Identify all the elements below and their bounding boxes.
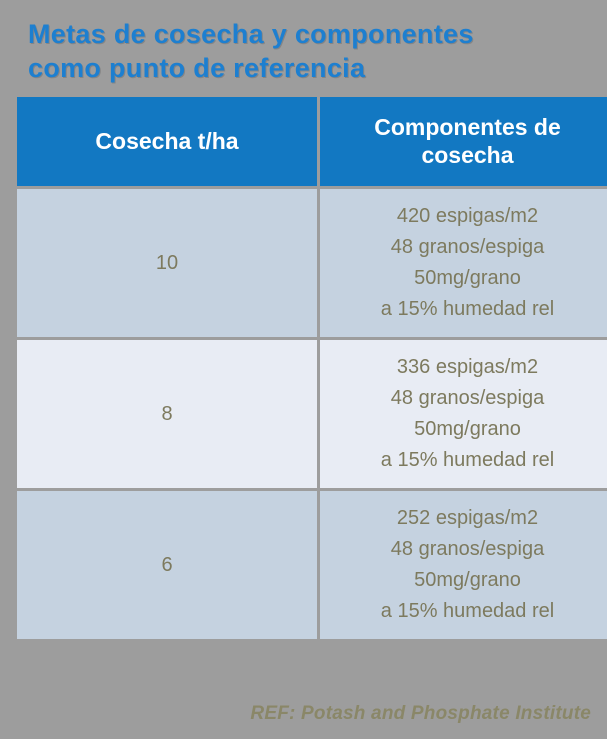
cell-yield: 10 [17,189,317,337]
table-row [17,189,607,337]
harvest-goals-table [14,94,607,643]
table-row [17,491,607,639]
component-line: 50mg/grano [414,569,521,591]
component-line: 252 espigas/m2 [396,507,539,529]
cell-components [320,189,607,337]
cell-components [320,340,607,488]
table-body [17,189,607,639]
component-line: 420 espigas/m2 [396,205,539,227]
component-line: 48 granos/espiga [390,538,545,560]
table-head [17,97,607,187]
reference-note: REF: Potash and Phosphate Institute [250,703,591,724]
page-title-line-2: como punto de referencia [28,52,366,83]
table-header-row [17,97,607,187]
component-line: 50mg/grano [414,267,521,289]
component-line: a 15% humedad rel [380,449,555,471]
page-title [28,18,593,86]
component-line: a 15% humedad rel [380,600,555,622]
component-line: 48 granos/espiga [390,236,545,258]
cell-components [320,491,607,639]
component-line: a 15% humedad rel [380,298,555,320]
component-line: 336 espigas/m2 [396,356,539,378]
cell-yield: 6 [17,491,317,639]
page-title-line-1: Metas de cosecha y componentes [28,19,474,49]
column-header-components: Componentes de cosecha [320,97,607,187]
column-header-yield: Cosecha t/ha [17,97,317,187]
component-line: 48 granos/espiga [390,387,545,409]
component-line: 50mg/grano [414,418,521,440]
table-row [17,340,607,488]
cell-yield: 8 [17,340,317,488]
